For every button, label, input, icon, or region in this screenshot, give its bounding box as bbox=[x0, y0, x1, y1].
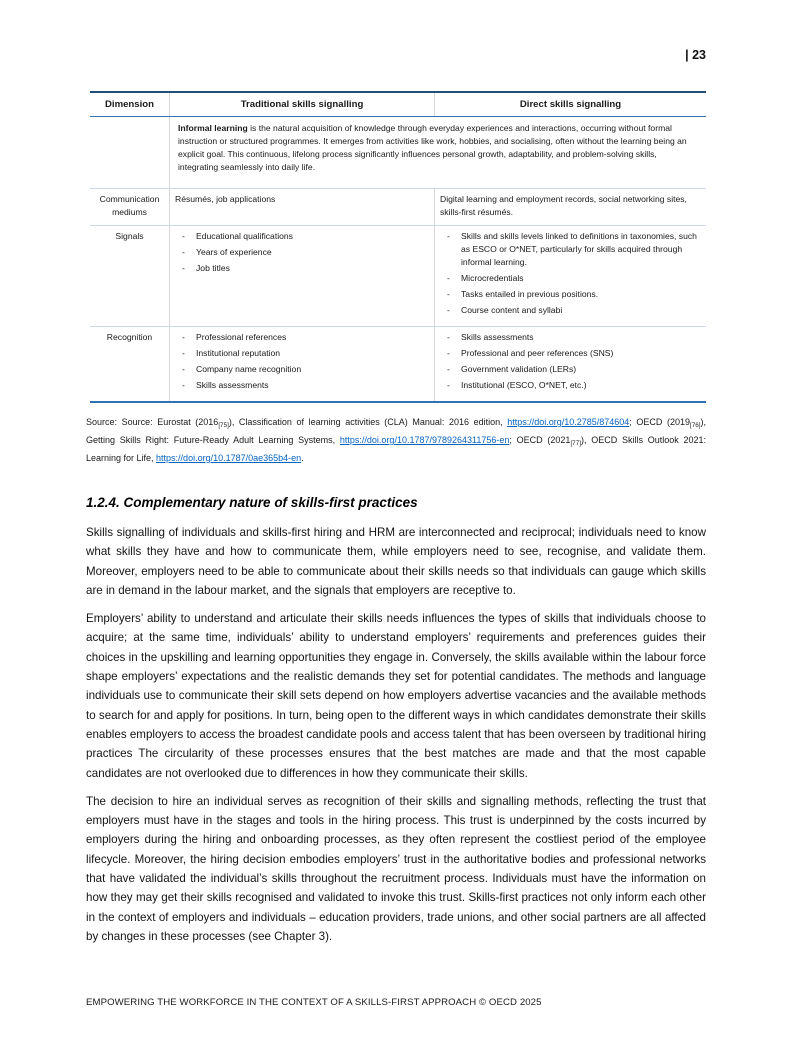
table-header-traditional: Traditional skills signalling bbox=[170, 93, 435, 116]
bullet-text: Course content and syllabi bbox=[461, 305, 563, 315]
table-row-signals bbox=[90, 226, 706, 327]
recognition-direct-bullets bbox=[440, 331, 701, 392]
table-header-row bbox=[90, 93, 706, 117]
recognition-traditional-cell bbox=[170, 327, 435, 401]
bullet-text: Professional references bbox=[196, 332, 287, 342]
body-paragraph-1: Skills signalling of individuals and skills-first hiring and HRM are interconnected and reciprocal; individuals need to know what skills they have and how to communicate them, while employers need to see, recognise, and validate them. Moreover, employers need to be able to communicate about their skills needs so that individuals can gauge which skills are in demand in the labour market, and the signals that employers are receptive to. bbox=[86, 526, 706, 597]
page-number: | 23 bbox=[685, 48, 706, 62]
dash-bullet-marker: - bbox=[182, 332, 185, 342]
bullet-text: Job titles bbox=[196, 263, 230, 273]
table-row-informal-learning bbox=[90, 117, 706, 189]
table-header-dimension: Dimension bbox=[90, 93, 170, 116]
bullet-item bbox=[175, 331, 429, 344]
bullet-item bbox=[175, 246, 429, 259]
bullet-item bbox=[440, 272, 701, 285]
bullet-item bbox=[175, 347, 429, 360]
bullet-text: Skills assessments bbox=[461, 332, 534, 342]
table-row-recognition bbox=[90, 327, 706, 401]
skills-signalling-table bbox=[90, 91, 706, 403]
dash-bullet-marker: - bbox=[447, 332, 450, 342]
informal-learning-lead: Informal learning bbox=[178, 123, 248, 133]
body-paragraph-2: Employers’ ability to understand and articulate their skills needs influences the types of skills that individuals choose to acquire; at the same time, individuals’ ability to understand employers’ requirements and preferences guides their choices in the upskilling and learning opportunities they engage in. Conversely, the skills available within the labour force shape employers’ expectations and the realistic demands they set for potential candidates. The methods and language individuals use to communicate their skill sets depend on how employers advertise vacancies and the available methods to search for and apply for positions. In turn, being open to the different ways in which candidates demonstrate their skills enables employers to access the broadest candidate pools and access talent that has been overseen by traditional hiring practices The circularity of these processes ensures that the best matches are made and that the most capable candidates are not overlooked due to differences in how they communicate their skills. bbox=[86, 612, 707, 780]
source-text: ), Getting Skills Right: Future-Ready Adult Learning Systems, bbox=[86, 417, 706, 445]
bullet-item bbox=[175, 262, 429, 275]
bullet-text: Government validation (LERs) bbox=[461, 364, 577, 374]
source-doi-link[interactable]: https://doi.org/10.1787/9789264311756-en bbox=[339, 435, 510, 445]
bullet-item bbox=[440, 230, 701, 269]
source-text: ), OECD Skills Outlook 2021: Learning for Life, bbox=[86, 435, 707, 463]
bullet-text: Institutional (ESCO, O*NET, etc.) bbox=[461, 380, 587, 390]
bullet-item bbox=[440, 331, 701, 344]
dash-bullet-marker: - bbox=[182, 380, 185, 390]
section-heading: 1.2.4. Complementary nature of skills-first practices bbox=[86, 495, 418, 510]
source-doi-link[interactable]: https://doi.org/10.1787/0ae365b4-en bbox=[156, 453, 302, 463]
bullet-text: Institutional reputation bbox=[196, 348, 281, 358]
bullet-item bbox=[440, 379, 701, 392]
bullet-item bbox=[175, 379, 429, 392]
dash-bullet-marker: - bbox=[447, 289, 450, 299]
dash-bullet-marker: - bbox=[182, 231, 185, 241]
dash-bullet-marker: - bbox=[182, 348, 185, 358]
communication-direct-cell: Digital learning and employment records, social networking sites, skills-first résumés. bbox=[440, 194, 687, 217]
dash-bullet-marker: - bbox=[447, 348, 450, 358]
communication-traditional-cell: Résumés, job applications bbox=[170, 189, 435, 225]
bullet-item bbox=[440, 304, 701, 317]
dash-bullet-marker: - bbox=[447, 273, 450, 283]
dash-bullet-marker: - bbox=[447, 305, 450, 315]
page-footer: EMPOWERING THE WORKFORCE IN THE CONTEXT OF A SKILLS-FIRST APPROACH © OECD 2025 bbox=[86, 997, 542, 1008]
recognition-traditional-bullets bbox=[175, 331, 429, 392]
bullet-item bbox=[440, 347, 701, 360]
dash-bullet-marker: - bbox=[182, 247, 185, 257]
dash-bullet-marker: - bbox=[182, 364, 185, 374]
informal-learning-text: is the natural acquisition of knowledge through everyday experiences and interactions, occurring without formal instruction or structured programmes. It emerges from activities like work, hobbies, and socialising, often without the learning being an explicit goal. This continuous, lifelong process significantly influences personal growth, adaptability, and problem-solving skills, integrating seamlessly into daily life. bbox=[178, 123, 687, 172]
bullet-text: Educational qualifications bbox=[196, 231, 293, 241]
source-text: ), Classification of learning activities (CLA) Manual: 2016 edition, bbox=[228, 417, 508, 427]
source-text: ; OECD (2019 bbox=[629, 417, 690, 427]
source-text: Source: Source: Eurostat (2016 bbox=[86, 417, 219, 427]
dimension-signals: Signals bbox=[90, 226, 170, 326]
table-header-direct: Direct skills signalling bbox=[519, 99, 622, 110]
signals-traditional-bullets bbox=[175, 230, 429, 275]
source-note bbox=[86, 415, 706, 466]
dash-bullet-marker: - bbox=[447, 380, 450, 390]
dash-bullet-marker: - bbox=[447, 231, 450, 241]
bullet-text: Microcredentials bbox=[461, 273, 524, 283]
source-text: . bbox=[301, 453, 304, 463]
body-paragraph-3: The decision to hire an individual serves as recognition of their skills and signalling methods, reflecting the trust that employers must have in the stages and tools in the hiring process. This trust is underpinned by the costs incurred by employers during the hiring and onboarding processes, as they often represent the costliest period of the employee lifecycle. Moreover, the hiring decision embodies employers’ trust in the authoritative bodies and professional networks that have validated the individual’s skills throughout the recruitment process. Individuals must have the information on how they may get their skills recognised and validated to invoke this trust. Skills-first practices not only inform each other in the context of employers and individuals – education providers, trade unions, and other social partners are all affected by changes in these processes (see Chapter 3). bbox=[86, 794, 706, 943]
informal-dimension-cell bbox=[90, 117, 170, 188]
dimension-communication-mediums: Communication mediums bbox=[90, 189, 170, 225]
bullet-item bbox=[440, 288, 701, 301]
bullet-text: Years of experience bbox=[196, 247, 272, 257]
bullet-text: Tasks entailed in previous positions. bbox=[461, 289, 599, 299]
source-doi-link[interactable]: https://doi.org/10.2785/874604 bbox=[507, 417, 630, 427]
reference-subscript: [76] bbox=[689, 422, 701, 429]
bullet-item bbox=[175, 363, 429, 376]
informal-learning-cell bbox=[170, 117, 706, 188]
bullet-item bbox=[175, 230, 429, 243]
dimension-recognition: Recognition bbox=[90, 327, 170, 401]
bullet-text: Company name recognition bbox=[196, 364, 302, 374]
signals-direct-cell bbox=[435, 226, 706, 326]
recognition-direct-cell bbox=[435, 327, 706, 401]
signals-traditional-cell bbox=[170, 226, 435, 326]
reference-subscript: [75] bbox=[218, 422, 229, 429]
bullet-text: Professional and peer references (SNS) bbox=[461, 348, 614, 358]
signals-direct-bullets bbox=[440, 230, 701, 317]
dash-bullet-marker: - bbox=[447, 364, 450, 374]
table-row-communication-mediums bbox=[90, 189, 706, 226]
bullet-text: Skills and skills levels linked to definitions in taxonomies, such as ESCO or O*NET, particularly for skills acquired through informal learning. bbox=[461, 231, 697, 267]
bullet-text: Skills assessments bbox=[196, 380, 269, 390]
source-text: ; OECD (2021 bbox=[509, 435, 571, 445]
reference-subscript: [77] bbox=[570, 440, 581, 447]
bullet-item bbox=[440, 363, 701, 376]
page-content bbox=[86, 91, 706, 946]
dash-bullet-marker: - bbox=[182, 263, 185, 273]
